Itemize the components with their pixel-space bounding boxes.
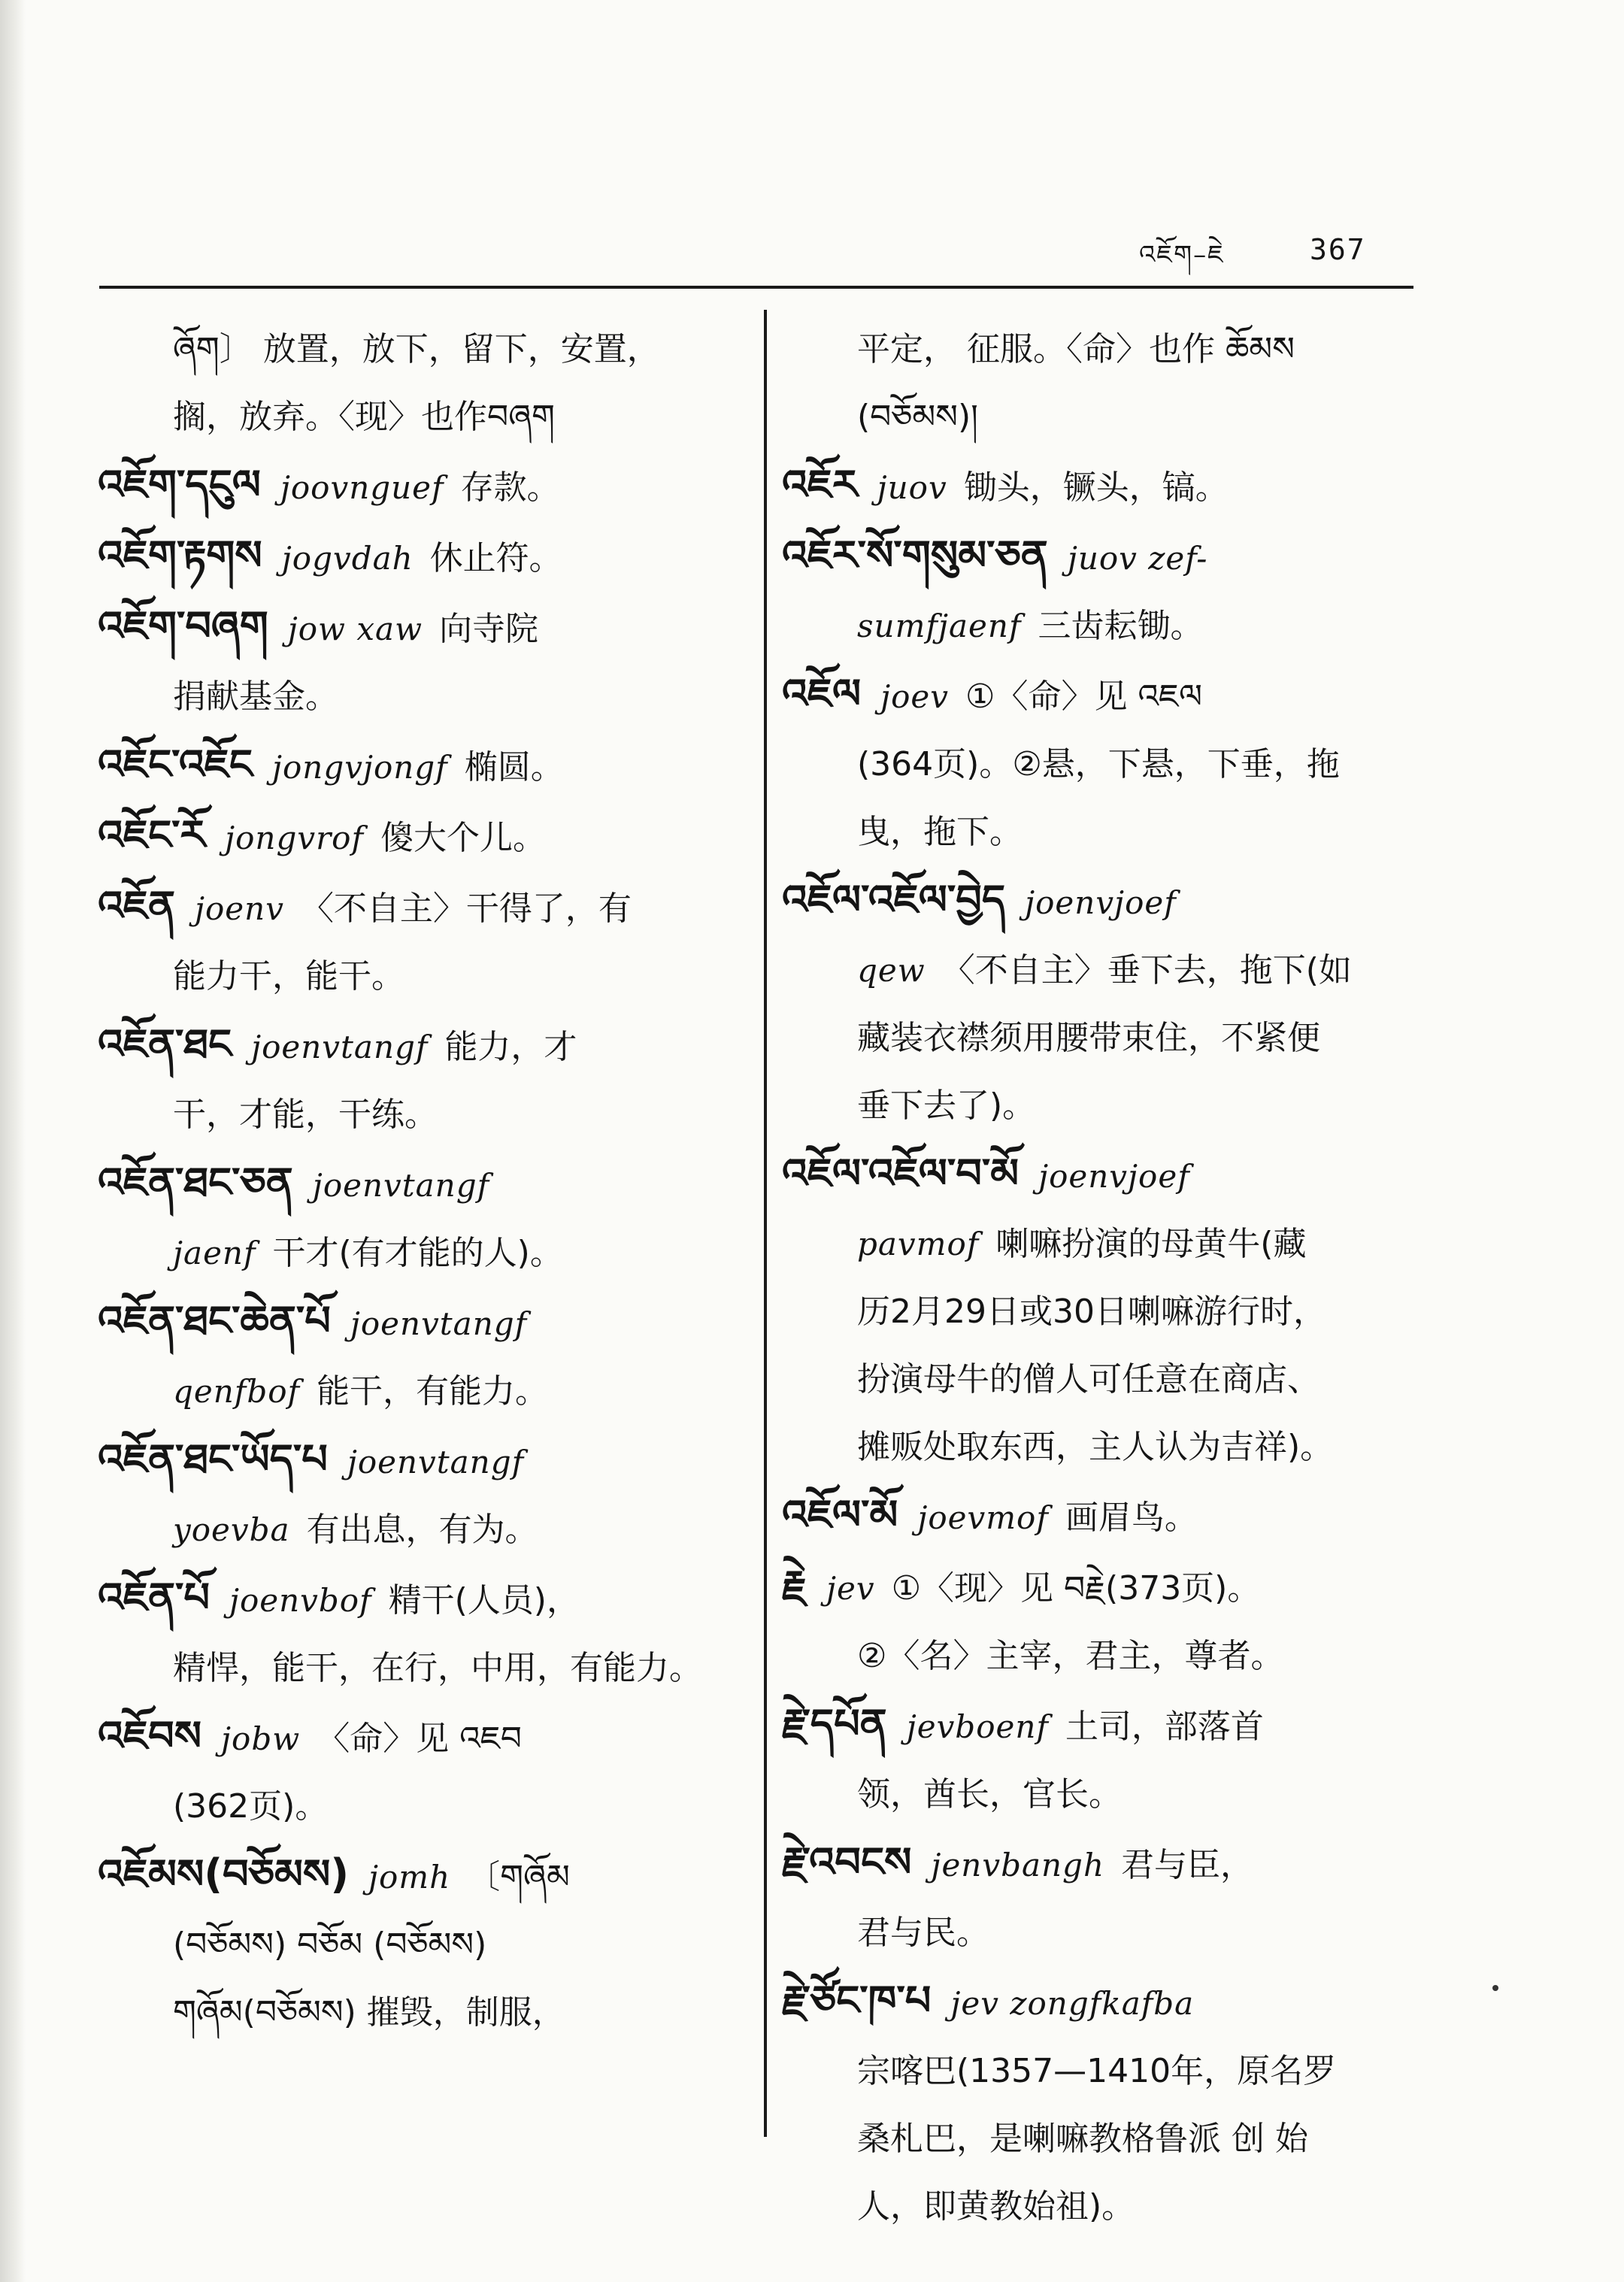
romanization: joenvjoef: [1038, 1158, 1190, 1195]
romanization: joev: [880, 678, 949, 715]
headword: རྗེ: [782, 1562, 807, 1609]
headword: འཇོབས: [98, 1712, 202, 1759]
headword: འཇོར: [782, 461, 858, 508]
romanization: joenvtangf: [350, 1305, 528, 1342]
definition: 土司，部落首: [1065, 1708, 1264, 1746]
definition: 桑札巴，是喇嘛教格鲁派 创 始: [857, 2120, 1308, 2158]
definition: 君与臣，: [1121, 1846, 1253, 1884]
entry-continuation: [782, 1623, 1444, 1690]
entry-continuation: [782, 937, 1444, 1005]
dictionary-entry: [782, 522, 1444, 592]
dictionary-entry: [98, 1702, 744, 1773]
dictionary-entry: [98, 1149, 744, 1220]
definition: 搁，放弃。〈现〉也作བཞག: [173, 398, 555, 436]
headword: འཇོར་སོ་གསུམ་ཅན: [782, 532, 1048, 579]
entry-continuation: [98, 383, 744, 451]
headword: འཇོན་ཐང: [98, 1020, 232, 1068]
romanization: joenvtangf: [347, 1444, 525, 1480]
entry-continuation: [782, 731, 1444, 799]
entry-continuation: [98, 663, 744, 731]
definition: 垂下去了)。: [857, 1086, 1036, 1125]
entry-continuation: [782, 1278, 1444, 1346]
entry-continuation: [98, 1773, 744, 1841]
entry-continuation: [782, 2173, 1444, 2241]
headword: འཇོལ་འཇོལ་བ་མོ: [782, 1150, 1020, 1197]
romanization: jev: [826, 1570, 875, 1607]
definition: (བཅོམས) བཅོམ (བཅོམས): [173, 1926, 487, 1964]
entry-continuation: [782, 316, 1444, 383]
headword: རྗེ་དཔོན: [782, 1700, 887, 1747]
definition: 摊贩处取东西，主人认为吉祥)。: [857, 1428, 1334, 1466]
dictionary-entry: [782, 866, 1444, 937]
dictionary-entry: [98, 731, 744, 802]
romanization: joenvtangf: [251, 1029, 429, 1065]
definition: 历2月29日或30日喇嘛游行时，: [857, 1293, 1326, 1331]
entry-continuation: [98, 1911, 744, 1979]
dictionary-entry: [98, 1287, 744, 1358]
definition: 领，酋长，官长。: [857, 1775, 1122, 1814]
page-header: [0, 0, 1624, 301]
romanization: joevmof: [917, 1499, 1049, 1536]
page-number: 367: [1310, 233, 1366, 266]
dictionary-entry: [782, 451, 1444, 522]
definition: 存款。: [460, 468, 560, 507]
headword: འཇོན་ཐང་ཡོད་པ: [98, 1435, 328, 1483]
definition: 休止符。: [429, 539, 562, 577]
definition: 〈不自主〉干得了，有: [300, 889, 632, 928]
headword: འཇོལ་འཇོལ་བྱེད: [782, 876, 1006, 923]
headword: འཇོག་རྟགས: [98, 532, 262, 579]
entry-continuation: [782, 1211, 1444, 1278]
definition: ①〈命〉见 འཇལ: [965, 677, 1203, 716]
definition: 人，即黄教始祖)。: [857, 2187, 1135, 2226]
romanization: jevboenf: [906, 1708, 1049, 1745]
entry-continuation: [782, 799, 1444, 866]
header-rule: [99, 286, 1413, 289]
dictionary-entry: [98, 451, 744, 522]
headword: འཇོན་ཐང་ཅན: [98, 1159, 293, 1206]
definition: 平定， 征服。〈命〉也作 ཆོམས: [857, 330, 1295, 368]
dictionary-entry: [782, 1481, 1444, 1552]
definition: 精干(人员)，: [388, 1581, 580, 1620]
romanization: jongvrof: [225, 820, 364, 856]
entry-continuation: [98, 1635, 744, 1702]
headword: རྗེ་འབངས: [782, 1838, 912, 1886]
romanization: joenv: [194, 890, 284, 927]
dictionary-entry: [782, 660, 1444, 731]
romanization: jow xaw: [287, 611, 423, 647]
definition: 〈命〉见 འཇབ: [317, 1720, 522, 1758]
definition: 曳，拖下。: [857, 813, 1023, 851]
romanization: joovnguef: [280, 469, 444, 506]
scan-edge: [0, 0, 26, 2282]
dictionary-entry: [98, 1426, 744, 1496]
headword: འཇོག་བཞག: [98, 602, 268, 650]
definition: 精悍，能干，在行，中用，有能力。: [173, 1649, 702, 1687]
entry-continuation: [98, 1496, 744, 1564]
romanization: sumfjaenf: [857, 608, 1022, 644]
column-divider: [764, 310, 767, 2137]
entry-continuation: [782, 1761, 1444, 1829]
definition: ①〈现〉见 བརྗེ(373页)。: [891, 1569, 1261, 1608]
romanization: joenvbof: [229, 1582, 372, 1619]
definition: 〔གཞོམ: [467, 1858, 570, 1896]
headword: རྗེ་ཙོང་ཁ་པ: [782, 1977, 932, 2024]
definition: 〈不自主〉垂下去，拖下(如: [941, 951, 1352, 989]
romanization: jobw: [221, 1720, 301, 1757]
romanization: jongvjongf: [271, 749, 448, 786]
entry-continuation: [782, 1346, 1444, 1414]
dictionary-entry: [782, 1967, 1444, 2038]
headword: འཇོལ་མོ: [782, 1491, 898, 1538]
romanization: juov: [877, 469, 947, 506]
dictionary-entry: [782, 1829, 1444, 1899]
entry-continuation: [98, 316, 744, 383]
romanization: jomh: [368, 1859, 451, 1896]
definition: 画眉鸟。: [1065, 1499, 1198, 1537]
entry-continuation: [782, 1005, 1444, 1072]
dictionary-entry: [98, 1011, 744, 1081]
headword: འཇོམས(བཅོམས): [98, 1850, 349, 1898]
definition: 喇嘛扮演的母黄牛(藏: [995, 1225, 1307, 1263]
definition: 捐献基金。: [173, 677, 338, 716]
running-head: འཇོག–ཇེ: [1139, 240, 1225, 270]
entry-continuation: [98, 943, 744, 1011]
definition: (364页)。②悬，下悬，下垂，拖: [857, 745, 1340, 783]
definition: 扮演母牛的僧人可任意在商店、: [857, 1360, 1320, 1399]
definition: ②〈名〉主宰，君主，尊者。: [857, 1637, 1284, 1675]
definition: 傻大个儿。: [380, 819, 546, 857]
definition: (བཅོམས)།: [857, 398, 978, 436]
definition: 向寺院: [439, 610, 539, 648]
definition: གཞོམ(བཅོམས) 摧毁，制服，: [173, 1993, 565, 2032]
definition: 君与民。: [857, 1914, 989, 1952]
dictionary-entry: [98, 1564, 744, 1635]
headword: འཇོང་འཇོང: [98, 741, 253, 788]
romanization: jaenf: [173, 1235, 256, 1271]
entry-continuation: [782, 1414, 1444, 1481]
dictionary-entry: [782, 1140, 1444, 1211]
romanization: jenvbangh: [931, 1847, 1104, 1883]
dictionary-entry: [98, 522, 744, 592]
headword: འཇོག་དངུལ: [98, 461, 261, 508]
dictionary-entry: [782, 1690, 1444, 1761]
romanization: qenfbof: [173, 1373, 301, 1410]
entry-continuation: [782, 2038, 1444, 2105]
romanization: yoevba: [173, 1511, 290, 1548]
headword: འཇོལ: [782, 670, 862, 717]
definition: 干，才能，干练。: [173, 1096, 438, 1134]
speck: [1492, 1985, 1498, 1991]
definition: 能力干，能干。: [173, 957, 404, 996]
entry-continuation: [98, 1081, 744, 1149]
headword: འཇོང་རོ: [98, 811, 206, 859]
definition: (362页)。: [173, 1787, 329, 1826]
dictionary-entry: [98, 802, 744, 872]
entry-continuation: [782, 592, 1444, 660]
right-column: [782, 316, 1444, 2241]
romanization: jev zongfkafba: [950, 1985, 1195, 2022]
dictionary-entry: [782, 1552, 1444, 1623]
definition: 干才(有才能的人)。: [272, 1234, 563, 1272]
dictionary-entry: [98, 592, 744, 663]
definition: 有出息，有为。: [306, 1511, 538, 1549]
romanization: juov zef-: [1067, 540, 1208, 577]
dictionary-entry: [98, 872, 744, 943]
definition: 三齿耘锄。: [1038, 607, 1204, 645]
entry-continuation: [782, 2105, 1444, 2173]
dictionary-entry: [98, 1841, 744, 1911]
romanization: pavmof: [857, 1226, 980, 1262]
entry-continuation: [782, 1899, 1444, 1967]
headword: འཇོན་ཐང་ཆེན་པོ: [98, 1297, 331, 1344]
headword: འཇོན: [98, 882, 175, 929]
romanization: jogvdah: [281, 540, 414, 577]
definition: 锄头，镢头，镐。: [963, 468, 1229, 507]
romanization: qew: [857, 952, 926, 989]
left-column: [98, 316, 744, 2047]
entry-continuation: [782, 383, 1444, 451]
romanization: joenvjoef: [1025, 884, 1177, 921]
entry-continuation: [98, 1358, 744, 1426]
entry-continuation: [782, 1072, 1444, 1140]
entry-continuation: [98, 1220, 744, 1287]
definition: 椭圆。: [464, 748, 564, 786]
definition: ཞོག〕 放置，放下，留下，安置，: [173, 330, 660, 368]
romanization: joenvtangf: [312, 1167, 490, 1204]
definition: 藏装衣襟须用腰带束住，不紧便: [857, 1019, 1320, 1057]
definition: 能干，有能力。: [317, 1372, 549, 1411]
entry-continuation: [98, 1979, 744, 2047]
definition: 能力，才: [444, 1028, 577, 1066]
headword: འཇོན་པོ: [98, 1574, 210, 1621]
definition: 宗喀巴(1357—1410年，原名罗: [857, 2052, 1337, 2090]
